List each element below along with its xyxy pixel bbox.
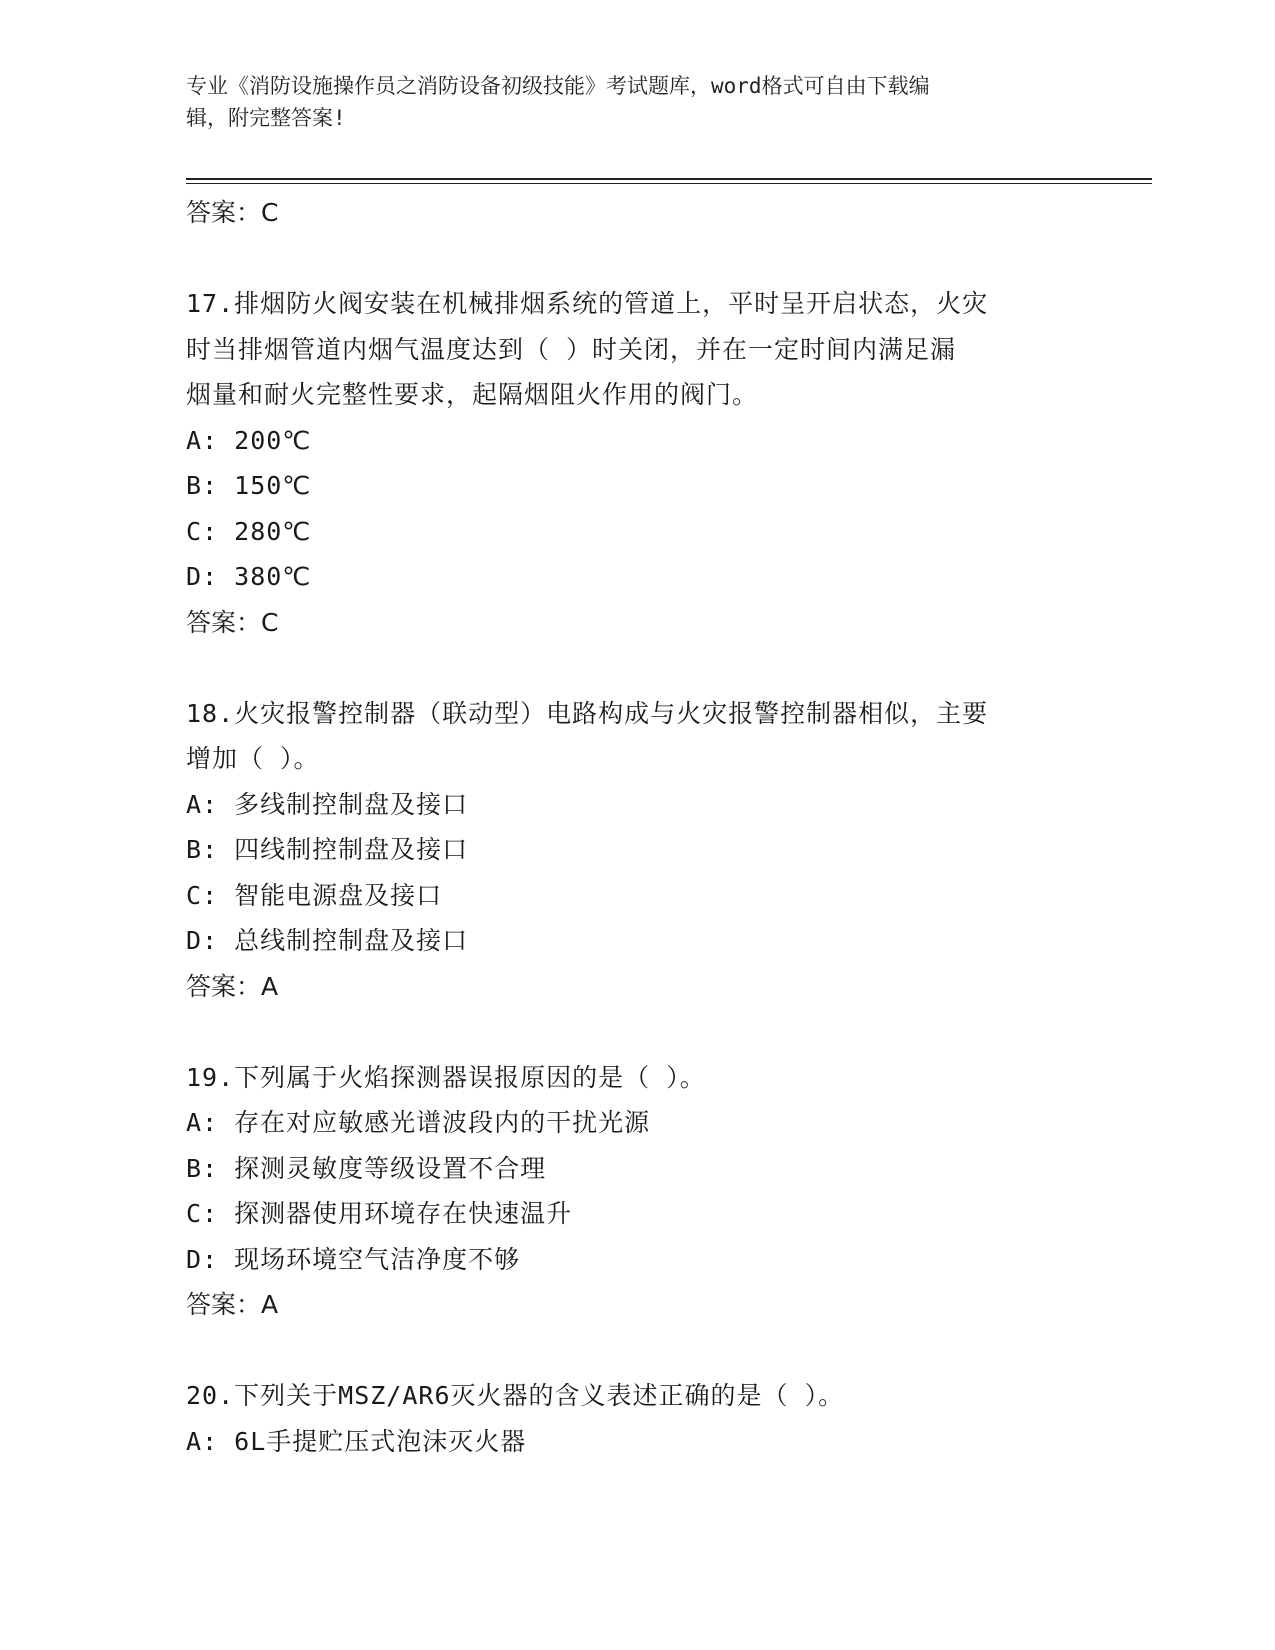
option-b: B: 探测灵敏度等级设置不合理: [186, 1153, 547, 1183]
page-header: [186, 70, 1066, 134]
question-stem-line: 19.下列属于火焰探测器误报原因的是（ ）。: [186, 1062, 706, 1092]
spacer: [186, 236, 1086, 282]
question-stem-line: 20.下列关于MSZ/AR6灭火器的含义表述正确的是（ ）。: [186, 1381, 845, 1410]
option-c: C: 280℃: [186, 516, 312, 546]
option-c: C: 智能电源盘及接口: [186, 880, 443, 910]
option-d: D: 总线制控制盘及接口: [186, 926, 469, 955]
spacer: [186, 645, 1086, 691]
question-19: [186, 1055, 1086, 1328]
question-stem-line: 烟量和耐火完整性要求，起隔烟阻火作用的阀门。: [186, 380, 759, 409]
header-line-2: 辑，附完整答案!: [186, 106, 346, 130]
question-stem-line: 18.火灾报警控制器（联动型）电路构成与火灾报警控制器相似，主要: [186, 698, 989, 728]
option-a: A: 存在对应敏感光谱波段内的干扰光源: [186, 1108, 651, 1137]
option-b: B: 四线制控制盘及接口: [186, 835, 469, 864]
header-rule-thick: [186, 178, 1152, 180]
answer: 答案：C: [186, 607, 279, 637]
question-list: [186, 190, 1086, 1464]
question-stem-line: 增加（ ）。: [186, 744, 320, 773]
option-a: A: 6L手提贮压式泡沫灭火器: [186, 1426, 527, 1456]
option-d: D: 380℃: [186, 562, 312, 591]
option-a: A: 多线制控制盘及接口: [186, 789, 469, 819]
header-line-1: 专业《消防设施操作员之消防设备初级技能》考试题库，word格式可自由下载编: [186, 74, 930, 98]
question-18: [186, 691, 1086, 1010]
option-b: B: 150℃: [186, 471, 312, 500]
previous-answer: 答案：C: [186, 198, 279, 227]
option-c: C: 探测器使用环境存在快速温升: [186, 1199, 573, 1228]
answer: 答案：A: [186, 1290, 279, 1319]
option-d: D: 现场环境空气洁净度不够: [186, 1244, 521, 1274]
answer: 答案：A: [186, 971, 279, 1001]
question-17: [186, 281, 1086, 645]
spacer: [186, 1009, 1086, 1055]
question-stem-line: 时当排烟管道内烟气温度达到（ ）时关闭，并在一定时间内满足漏: [186, 334, 957, 364]
option-a: A: 200℃: [186, 425, 312, 455]
question-20: [186, 1373, 1086, 1464]
question-stem-line: 17.排烟防火阀安装在机械排烟系统的管道上，平时呈开启状态，火灾: [186, 289, 989, 318]
spacer: [186, 1328, 1086, 1374]
header-rule-thin: [186, 183, 1152, 184]
